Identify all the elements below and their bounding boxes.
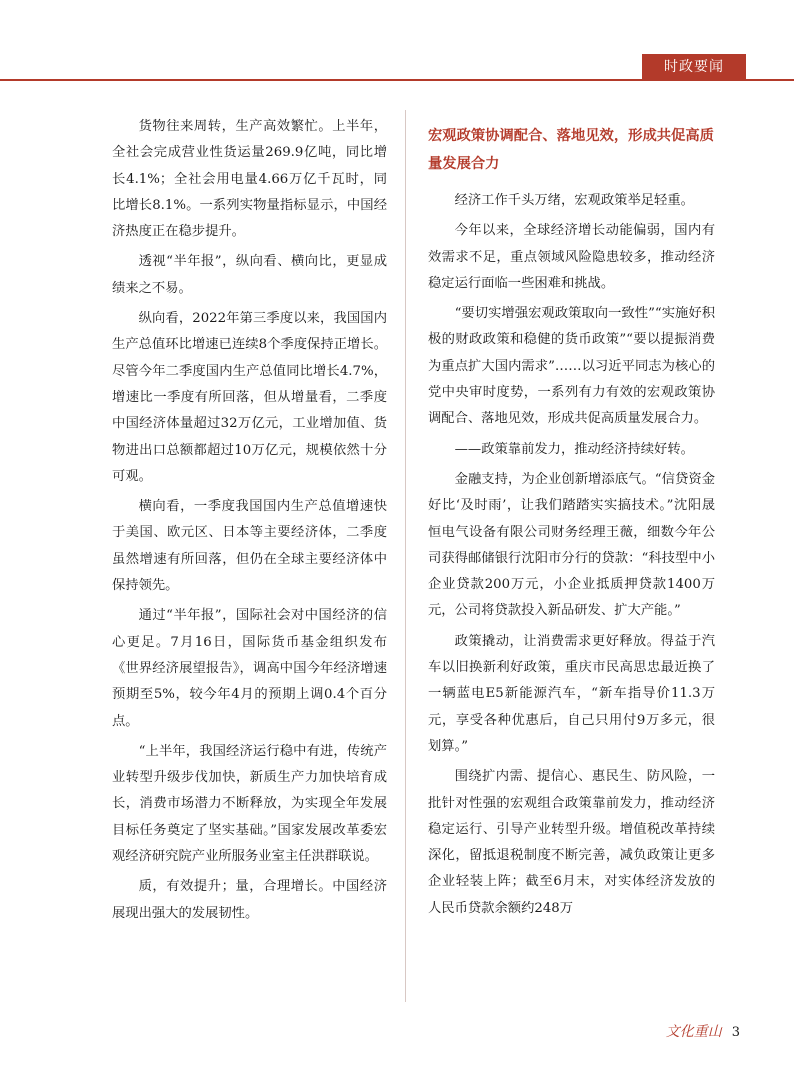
page-number: 3 <box>731 1025 740 1040</box>
paragraph: 经济工作千头万绪，宏观政策举足轻重。 <box>454 193 694 208</box>
paragraph: “要切实增强宏观政策取向一致性”“实施好积极的财政政策和稳健的货币政策”“要以提振消费为重点扩大国内需求”……以习近平同志为核心的党中央审时度势，一系列有力有效的宏观政策协调配合、落地见效，形成共促高质量发展合力。 <box>428 306 715 427</box>
section-tag: 时政要闻 <box>642 54 746 81</box>
paragraph: 通过“半年报”，国际社会对中国经济的信心更足。7月16日，国际货币基金组织发布《世界经济展望报告》，调高中国今年经济增速预期至5%，较今年4月的预期上调0.4个百分点。 <box>112 608 387 729</box>
paragraph: 纵向看，2022年第三季度以来，我国国内生产总值环比增速已连续8个季度保持正增长。尽管今年二季度国内生产总值同比增长4.7%，增速比一季度有所回落，但从增量看，二季度中国经济体量超过32万亿元，工业增加值、货物进出口总额都超过10万亿元，规模依然十分可观。 <box>112 311 387 484</box>
publication-logo: 文化重山 <box>665 1024 722 1040</box>
section-heading: 宏观政策协调配合、落地见效，形成共促高质量发展合力 <box>428 128 714 172</box>
paragraph: 今年以来，全球经济增长动能偏弱，国内有效需求不足，重点领域风险隐患较多，推动经济稳定运行面临一些困难和挑战。 <box>428 223 715 291</box>
paragraph: 政策撬动，让消费需求更好释放。得益于汽车以旧换新利好政策，重庆市民高思忠最近换了一辆蓝电E5新能源汽车，“新车指导价11.3万元，享受各种优惠后，自己只用付9万多元，很划算。” <box>428 633 715 754</box>
left-column <box>112 114 387 931</box>
paragraph: 透视“半年报”，纵向看、横向比，更显成绩来之不易。 <box>112 254 387 296</box>
right-column <box>428 114 715 926</box>
paragraph: 横向看，一季度我国国内生产总值增速快于美国、欧元区、日本等主要经济体，二季度虽然增速有所回落，但仍在全球主要经济体中保持领先。 <box>112 499 387 594</box>
paragraph: 货物往来周转，生产高效繁忙。上半年，全社会完成营业性货运量269.9亿吨，同比增长4.1%；全社会用电量4.66万亿千瓦时，同比增长8.1%。一系列实物量指标显示，中国经济热度正在稳步提升。 <box>112 119 387 240</box>
paragraph: “上半年，我国经济运行稳中有进，传统产业转型升级步伐加快，新质生产力加快培育成长，消费市场潜力不断释放，为实现全年发展目标任务奠定了坚实基础。”国家发展改革委宏观经济研究院产业所服务业室主任洪群联说。 <box>112 743 387 865</box>
paragraph: 金融支持，为企业创新增添底气。“信贷资金好比‘及时雨’，让我们踏踏实实搞技术。”沈阳晟恒电气设备有限公司财务经理王薇，细数今年公司获得邮储银行沈阳市分行的贷款：“科技型中小企业贷款200万元，小企业抵质押贷款1400万元，公司将贷款投入新品研发、扩大产能。” <box>428 471 715 619</box>
paragraph: 围绕扩内需、提信心、惠民生、防风险，一批针对性强的宏观组合政策靠前发力，推动经济稳定运行、引导产业转型升级。增值税改革持续深化，留抵退税制度不断完善，减负政策让更多企业轻装上阵；截至6月末，对实体经济发放的人民币贷款余额约248万 <box>428 769 715 916</box>
paragraph: ——政策靠前发力，推动经济持续好转。 <box>454 441 694 457</box>
page-footer <box>666 1021 740 1041</box>
column-divider <box>405 110 406 1002</box>
paragraph: 质，有效提升；量，合理增长。中国经济展现出强大的发展韧性。 <box>112 879 387 921</box>
